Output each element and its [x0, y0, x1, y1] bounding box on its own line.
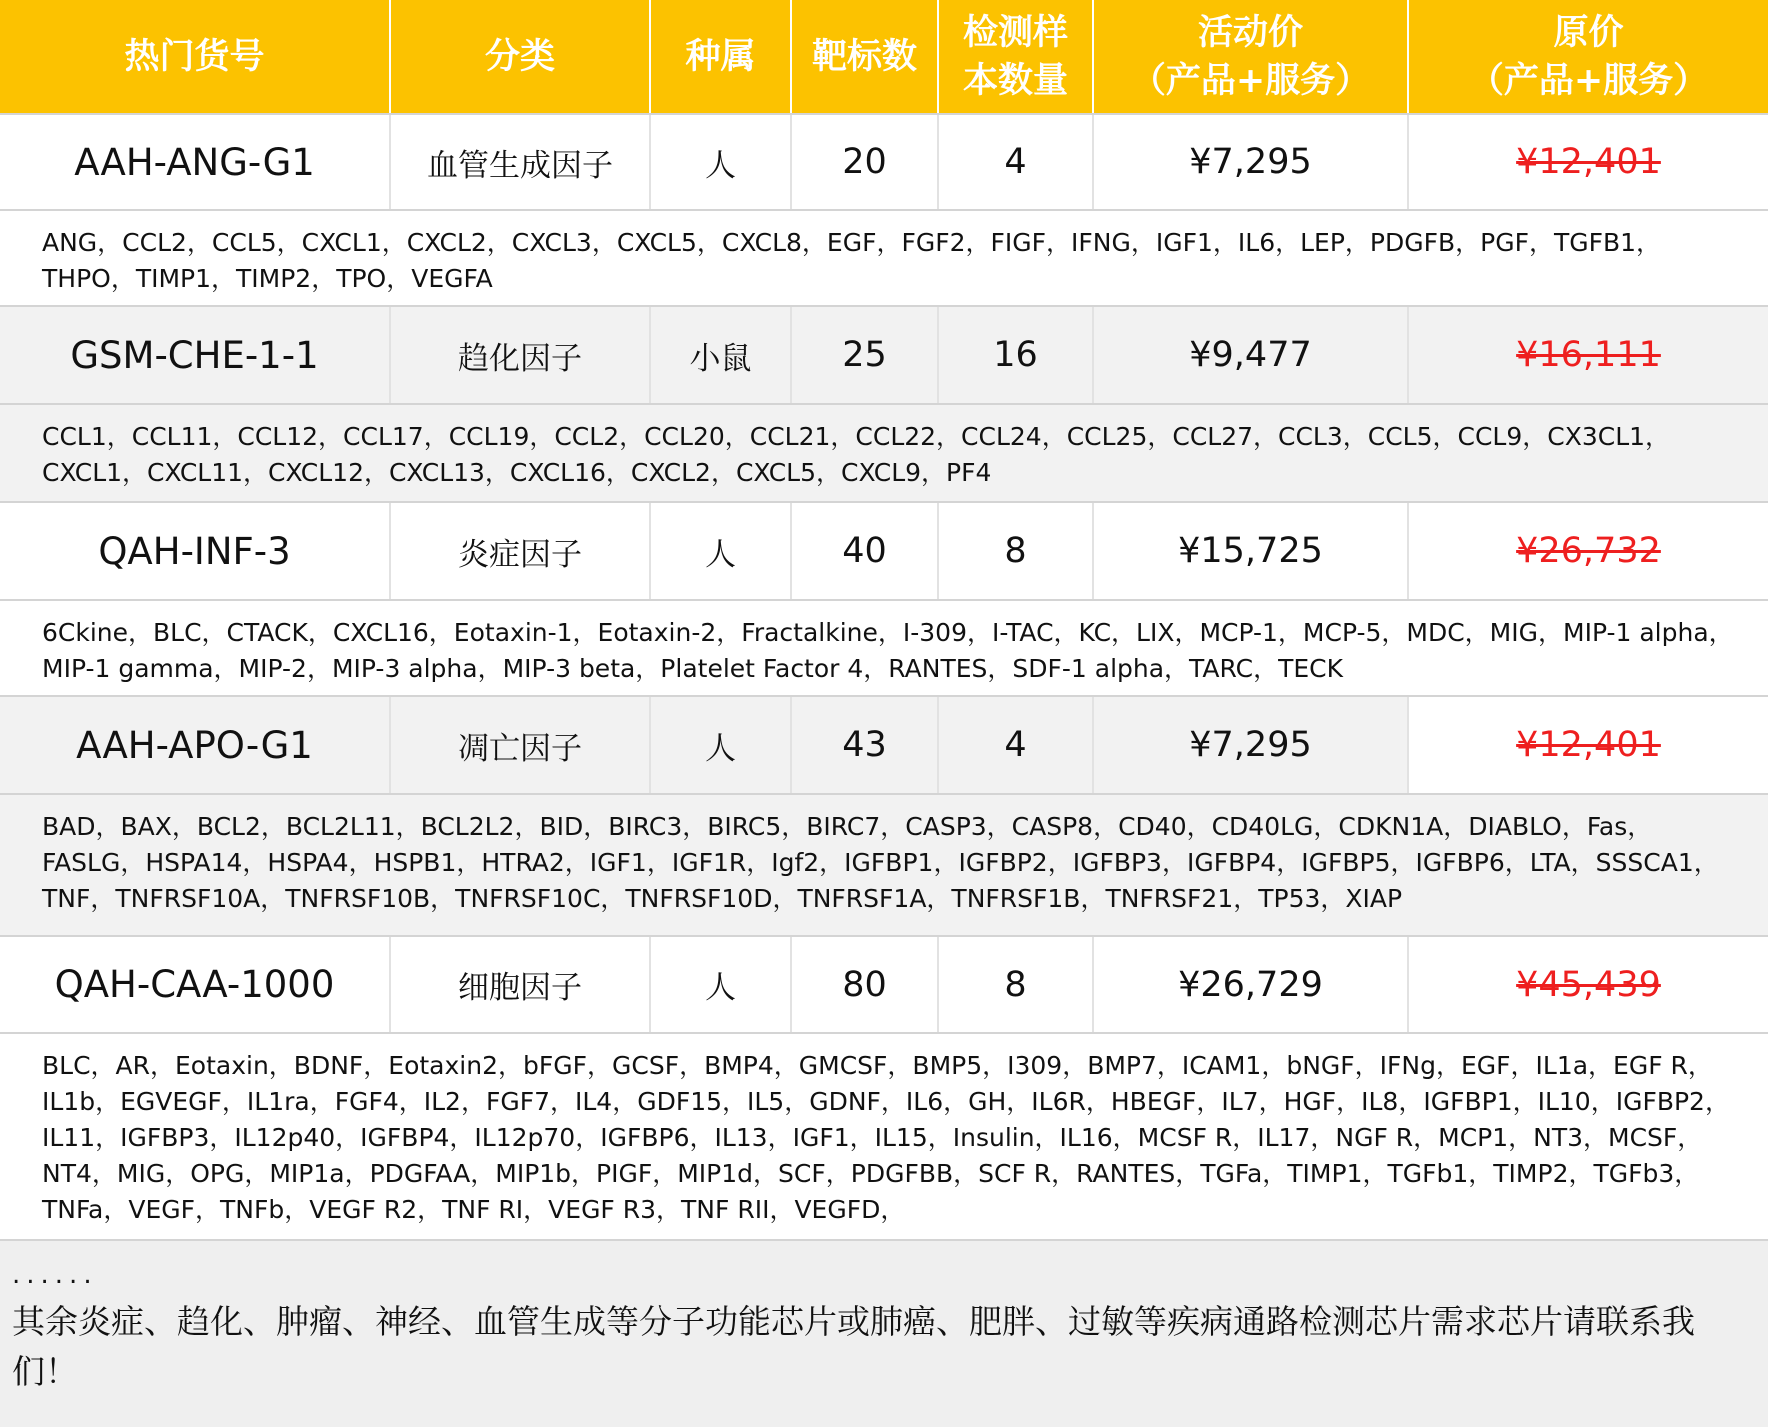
header-sample-count — [939, 0, 1094, 113]
species: 小鼠 — [651, 307, 792, 403]
target-list: BAD，BAX，BCL2，BCL2L11，BCL2L2，BID，BIRC3，BIRC5，BIRC7，CASP3，CASP8，CD40，CD40LG，CDKN1A，DIABLO，Fas，FASLG，HSPA14，HSPA4，HSPB1，HTRA2，IGF1，IGF1R，Igf2，IGFBP1，IGFBP2，IGFBP3，IGFBP4，IGFBP5，IGFBP6，LTA，SSSCA1，TNF，TNFRSF10A，TNFRSF10B，TNFRSF10C，TNFRSF10D，TNFRSF1A，TNFRSF1B，TNFRSF21，TP53，XIAP — [0, 795, 1768, 935]
promo-price: ¥15,725 — [1094, 503, 1409, 599]
species: 人 — [651, 115, 792, 209]
original-price — [1409, 503, 1768, 599]
sample-count: 4 — [939, 697, 1094, 793]
header-promo-price — [1094, 0, 1409, 113]
sample-count: 16 — [939, 307, 1094, 403]
header-promo-price-line2: （产品+服务） — [1130, 60, 1371, 101]
original-price-value: ¥12,401 — [1516, 725, 1661, 765]
original-price-value: ¥45,439 — [1516, 964, 1661, 1005]
target-count: 20 — [792, 115, 939, 209]
target-count: 80 — [792, 937, 939, 1032]
original-price — [1409, 697, 1768, 793]
promo-price: ¥7,295 — [1094, 697, 1409, 793]
item-number: AAH-APO-G1 — [0, 697, 391, 793]
header-sample-count-line2: 本数量 — [962, 60, 1068, 101]
header-original-price — [1409, 0, 1768, 113]
original-price — [1409, 115, 1768, 209]
category: 细胞因子 — [391, 937, 651, 1032]
ellipsis: ...... — [12, 1260, 98, 1290]
category: 炎症因子 — [391, 503, 651, 599]
product-row — [0, 307, 1768, 403]
promo-price: ¥7,295 — [1094, 115, 1409, 209]
target-list: 6Ckine，BLC，CTACK，CXCL16，Eotaxin-1，Eotaxin-2，Fractalkine，I-309，I-TAC，KC，LIX，MCP-1，MCP-5，MDC，MIG，MIP-1 alpha，MIP-1 gamma，MIP-2，MIP-3 alpha，MIP-3 beta，Platelet Factor 4，RANTES，SDF-1 alpha，TARC，TECK — [0, 601, 1768, 695]
item-number: QAH-CAA-1000 — [0, 937, 391, 1032]
original-price-value: ¥26,732 — [1516, 531, 1661, 571]
target-count: 40 — [792, 503, 939, 599]
contact-note: 其余炎症、趋化、肿瘤、神经、血管生成等分子功能芯片或肺癌、肥胖、过敏等疾病通路检测芯片需求芯片请联系我们！ — [12, 1302, 1695, 1391]
category: 凋亡因子 — [391, 697, 651, 793]
header-item-no: 热门货号 — [0, 0, 391, 113]
sample-count: 8 — [939, 937, 1094, 1032]
promo-price: ¥9,477 — [1094, 307, 1409, 403]
original-price-value: ¥16,111 — [1516, 335, 1661, 375]
sample-count: 4 — [939, 115, 1094, 209]
category: 血管生成因子 — [391, 115, 651, 209]
target-list: BLC，AR，Eotaxin，BDNF，Eotaxin2，bFGF，GCSF，BMP4，GMCSF，BMP5，I309，BMP7，ICAM1，bNGF，IFNg，EGF，IL1a，EGF R，IL1b，EGVEGF，IL1ra，FGF4，IL2，FGF7，IL4，GDF15，IL5，GDNF，IL6，GH，IL6R，HBEGF，IL7，HGF，IL8，IGFBP1，IL10，IGFBP2，IL11，IGFBP3，IL12p40，IGFBP4，IL12p70，IGFBP6，IL13，IGF1，IL15，Insulin，IL16，MCSF R，IL17，NGF R，MCP1，NT3，MCSF，NT4，MIG，OPG，MIP1a，PDGFAA，MIP1b，PIGF，MIP1d，SCF，PDGFBB，SCF R，RANTES，TGFa，TIMP1，TGFb1，TIMP2，TGFb3，TNFa，VEGF，TNFb，VEGF R2，TNF RI，VEGF R3，TNF RII，VEGFD， — [0, 1034, 1768, 1239]
header-category: 分类 — [391, 0, 651, 113]
header-species: 种属 — [651, 0, 792, 113]
sample-count: 8 — [939, 503, 1094, 599]
target-count: 25 — [792, 307, 939, 403]
product-row — [0, 937, 1768, 1032]
original-price — [1409, 937, 1768, 1032]
footer-note — [0, 1241, 1768, 1427]
item-number: QAH-INF-3 — [0, 503, 391, 599]
species: 人 — [651, 697, 792, 793]
product-row — [0, 697, 1768, 793]
promo-price: ¥26,729 — [1094, 937, 1409, 1032]
target-list: ANG，CCL2，CCL5，CXCL1，CXCL2，CXCL3，CXCL5，CXCL8，EGF，FGF2，FIGF，IFNG，IGF1，IL6，LEP，PDGFB，PGF，TGFB1，THPO，TIMP1，TIMP2，TPO，VEGFA — [0, 211, 1768, 305]
species: 人 — [651, 937, 792, 1032]
item-number: GSM-CHE-1-1 — [0, 307, 391, 403]
product-row — [0, 503, 1768, 599]
header-sample-count-line1: 检测样 — [962, 12, 1068, 53]
species: 人 — [651, 503, 792, 599]
table-header — [0, 0, 1768, 113]
target-count: 43 — [792, 697, 939, 793]
original-price — [1409, 307, 1768, 403]
header-original-price-line1: 原价 — [1553, 12, 1624, 53]
product-row — [0, 115, 1768, 209]
header-original-price-line2: （产品+服务） — [1468, 60, 1709, 101]
target-list: CCL1，CCL11，CCL12，CCL17，CCL19，CCL2，CCL20，CCL21，CCL22，CCL24，CCL25，CCL27，CCL3，CCL5，CCL9，CX3CL1，CXCL1，CXCL11，CXCL12，CXCL13，CXCL16，CXCL2，CXCL5，CXCL9，PF4 — [0, 405, 1768, 501]
original-price-value: ¥12,401 — [1516, 142, 1661, 182]
category: 趋化因子 — [391, 307, 651, 403]
item-number: AAH-ANG-G1 — [0, 115, 391, 209]
header-promo-price-line1: 活动价 — [1197, 12, 1303, 53]
header-target-count: 靶标数 — [792, 0, 939, 113]
